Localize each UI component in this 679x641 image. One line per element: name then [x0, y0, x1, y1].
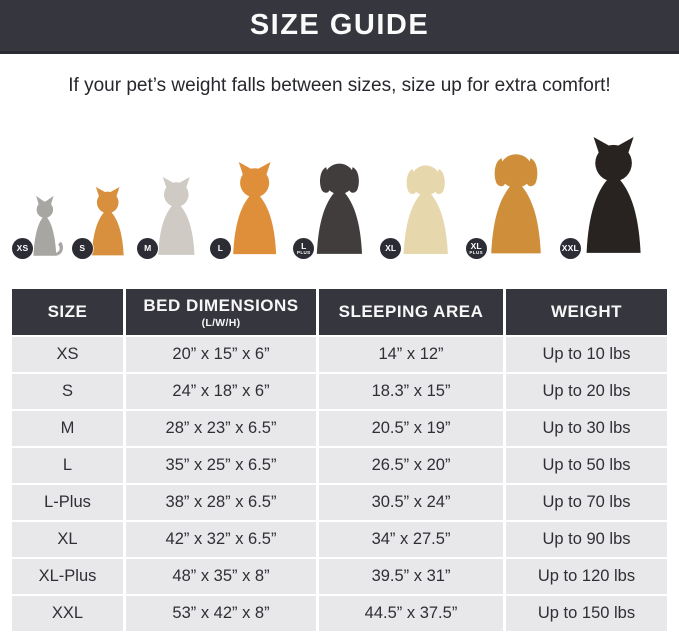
animal-item-xl — [385, 159, 461, 259]
size-badge-l-plus: L PLUS — [293, 238, 314, 259]
cell-weight: Up to 30 lbs — [506, 411, 667, 446]
animal-item-xl-plus — [469, 147, 556, 259]
size-badge-m: M — [137, 238, 158, 259]
cell-size: XS — [12, 337, 123, 372]
cell-weight: Up to 20 lbs — [506, 374, 667, 409]
column-header-size: SIZE — [12, 289, 123, 335]
size-badge-xxl: XXL — [560, 238, 581, 259]
cell-size: S — [12, 374, 123, 409]
size-chart-table — [12, 289, 667, 631]
animal-item-l-plus — [296, 157, 376, 259]
header-bar — [0, 0, 679, 54]
cell-bed-dimensions: 24” x 18” x 6” — [126, 374, 316, 409]
size-badge-xl: XL — [380, 238, 401, 259]
cell-size: M — [12, 411, 123, 446]
doberman-image — [570, 137, 657, 259]
cell-bed-dimensions: 38” x 28” x 6.5” — [126, 485, 316, 520]
cell-sleeping-area: 26.5” x 20” — [319, 448, 503, 483]
cell-bed-dimensions: 53” x 42” x 8” — [126, 596, 316, 631]
column-header-bed-dimensions: BED DIMENSIONS (L/W/H) — [126, 289, 316, 335]
size-badge-l: L — [210, 238, 231, 259]
size-badge-s: S — [72, 238, 93, 259]
cell-bed-dimensions: 48” x 35” x 8” — [126, 559, 316, 594]
animal-item-m — [144, 177, 206, 259]
subtitle-text: If your pet’s weight falls between sizes, size up for extra comfort! — [68, 75, 611, 96]
cell-size: XXL — [12, 596, 123, 631]
labrador-image — [390, 159, 461, 259]
cell-size: L — [12, 448, 123, 483]
cell-weight: Up to 70 lbs — [506, 485, 667, 520]
animal-item-xxl — [561, 137, 657, 259]
cell-weight: Up to 10 lbs — [506, 337, 667, 372]
cell-weight: Up to 150 lbs — [506, 596, 667, 631]
animal-item-l — [217, 162, 289, 259]
cell-sleeping-area: 14” x 12” — [319, 337, 503, 372]
animal-item-xs — [16, 195, 68, 259]
column-header-sleeping-area: SLEEPING AREA — [319, 289, 503, 335]
cell-sleeping-area: 44.5” x 37.5” — [319, 596, 503, 631]
column-header-weight: WEIGHT — [506, 289, 667, 335]
cell-sleeping-area: 20.5” x 19” — [319, 411, 503, 446]
cell-sleeping-area: 34” x 27.5” — [319, 522, 503, 557]
cell-bed-dimensions: 35” x 25” x 6.5” — [126, 448, 316, 483]
cell-bed-dimensions: 42” x 32” x 6.5” — [126, 522, 316, 557]
golden-retriever-image — [476, 147, 556, 259]
size-badge-xs: XS — [12, 238, 33, 259]
pet-size-lineup — [0, 119, 679, 259]
cell-weight: Up to 50 lbs — [506, 448, 667, 483]
cell-size: XL-Plus — [12, 559, 123, 594]
cell-size: XL — [12, 522, 123, 557]
size-badge-xl-plus: XL PLUS — [466, 238, 487, 259]
cell-bed-dimensions: 28” x 23” x 6.5” — [126, 411, 316, 446]
cell-bed-dimensions: 20” x 15” x 6” — [126, 337, 316, 372]
cell-sleeping-area: 30.5” x 24” — [319, 485, 503, 520]
cell-weight: Up to 90 lbs — [506, 522, 667, 557]
cell-sleeping-area: 39.5” x 31” — [319, 559, 503, 594]
animal-item-s — [79, 187, 133, 259]
cell-weight: Up to 120 lbs — [506, 559, 667, 594]
column-header-bed-dimensions-sub: (L/W/H) — [201, 316, 241, 329]
cell-sleeping-area: 18.3” x 15” — [319, 374, 503, 409]
page-title: SIZE GUIDE — [249, 9, 430, 41]
cell-size: L-Plus — [12, 485, 123, 520]
border-collie-image — [303, 157, 376, 259]
